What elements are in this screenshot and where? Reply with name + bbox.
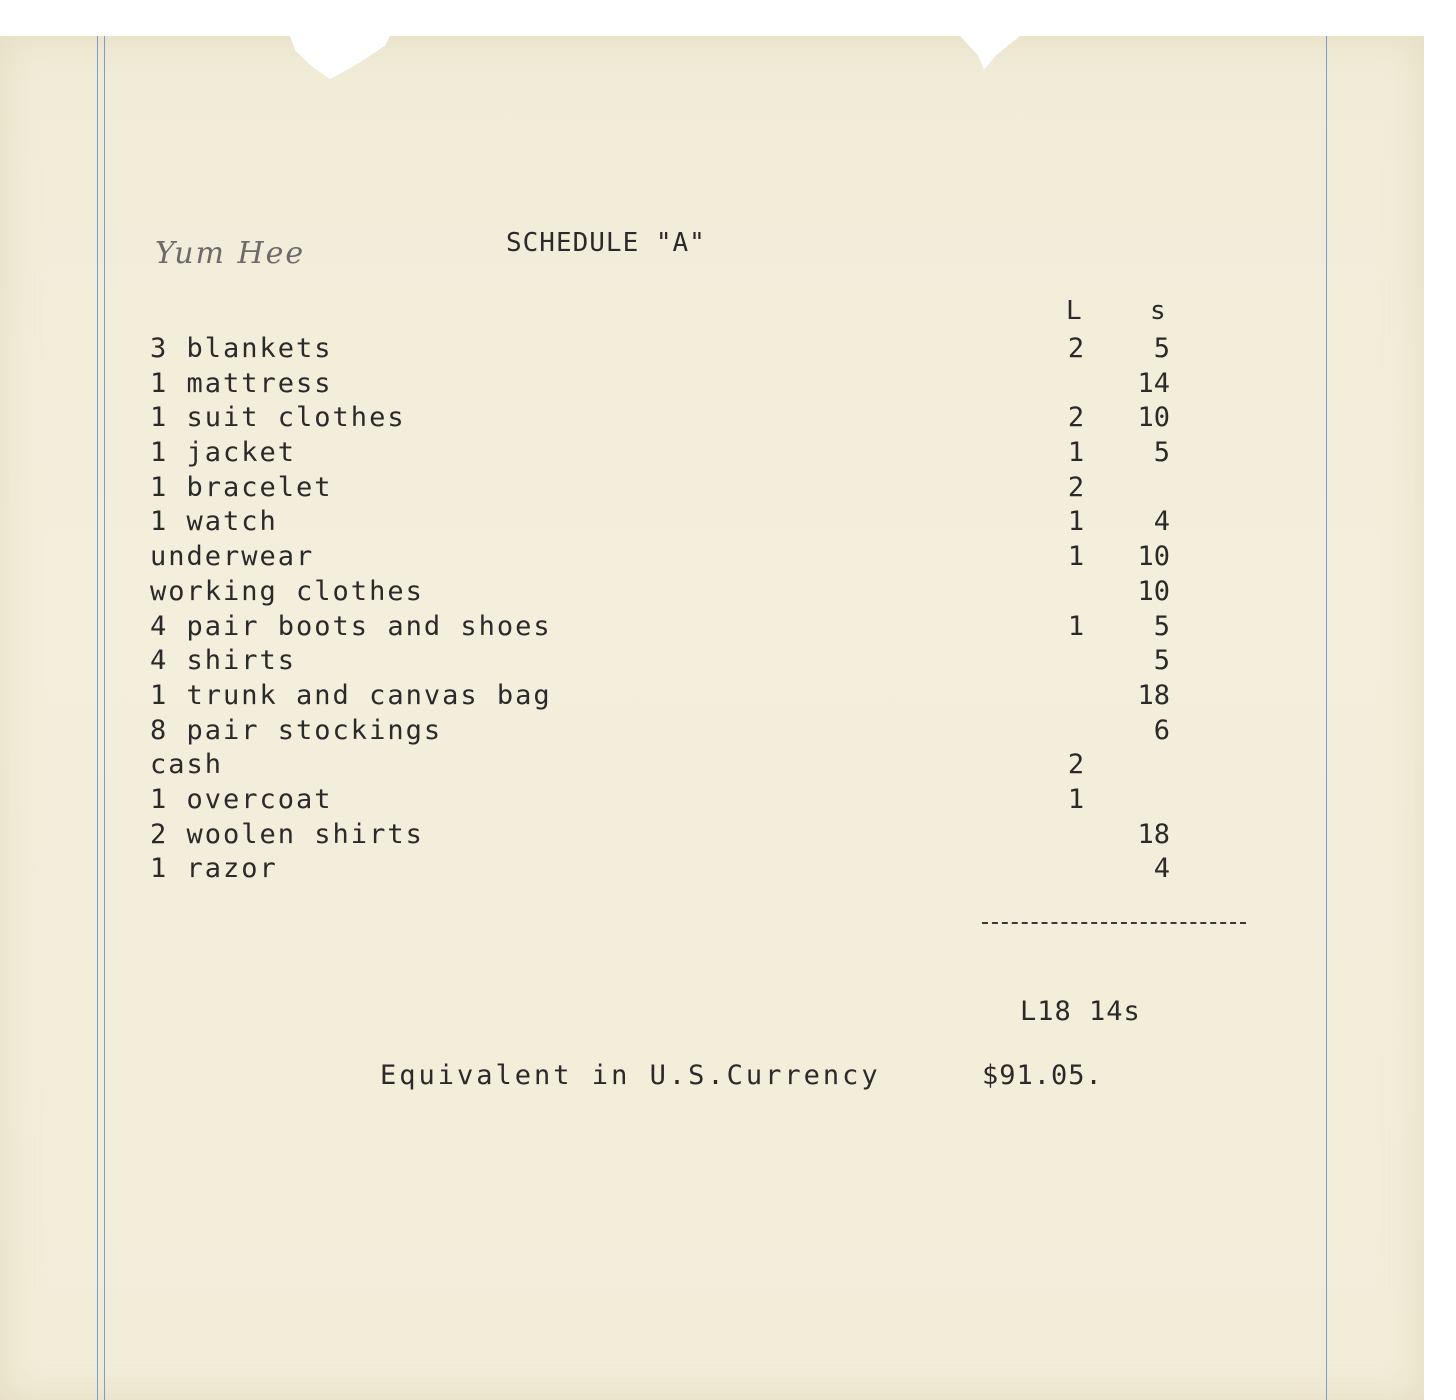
item-shillings: 6 (1153, 714, 1170, 746)
margin-rule (1326, 36, 1327, 1400)
item-shillings: 5 (1153, 645, 1170, 677)
item-pounds: 1 (1067, 506, 1085, 538)
item-description: 2 woolen shirts (150, 818, 424, 850)
total-amount: L18 14s (1020, 996, 1141, 1027)
item-pounds: 1 (1067, 783, 1085, 815)
margin-rule (97, 36, 98, 1400)
item-shillings: 5 (1153, 437, 1170, 469)
item-pounds: 2 (1067, 749, 1085, 781)
item-description: underwear (150, 541, 315, 573)
item-description: 1 bracelet (150, 471, 333, 503)
item-shillings: 18 (1137, 818, 1170, 850)
list-item (150, 644, 1230, 679)
item-description: 1 suit clothes (150, 402, 406, 434)
item-description: 1 razor (150, 853, 278, 885)
item-description: 4 shirts (150, 645, 297, 677)
item-pounds: 2 (1067, 402, 1085, 434)
item-shillings: 10 (1137, 575, 1170, 607)
shillings-column-header: s (1150, 296, 1166, 326)
item-description: 1 jacket (150, 437, 297, 469)
pounds-column-header: L (1066, 296, 1082, 326)
item-shillings: 4 (1153, 506, 1170, 538)
item-description: 1 mattress (150, 367, 333, 399)
list-item (150, 540, 1230, 575)
list-item (150, 714, 1230, 749)
list-item (150, 367, 1230, 402)
item-pounds: 2 (1067, 471, 1085, 503)
list-item (150, 783, 1230, 818)
margin-rule (104, 36, 105, 1400)
item-pounds: 2 (1067, 333, 1085, 364)
schedule-title: SCHEDULE "A" (506, 228, 706, 258)
item-description: 1 watch (150, 506, 278, 538)
item-pounds: 1 (1067, 437, 1085, 469)
item-list (150, 332, 1230, 887)
item-description: 1 overcoat (150, 783, 333, 815)
list-item (150, 610, 1230, 645)
item-shillings: 10 (1137, 402, 1170, 434)
list-item (150, 818, 1230, 853)
item-pounds: 1 (1067, 541, 1085, 573)
item-shillings: 4 (1153, 853, 1170, 885)
equivalent-value: $91.05. (982, 1060, 1103, 1091)
list-item (150, 852, 1230, 887)
list-item (150, 575, 1230, 610)
item-description: 3 blankets (150, 333, 333, 364)
list-item (150, 679, 1230, 714)
item-shillings: 5 (1153, 610, 1170, 642)
item-pounds: 1 (1067, 610, 1085, 642)
list-item (150, 748, 1230, 783)
list-item (150, 471, 1230, 506)
list-item (150, 436, 1230, 471)
item-description: cash (150, 749, 224, 781)
item-shillings: 5 (1153, 333, 1170, 364)
item-description: 1 trunk and canvas bag (150, 679, 552, 711)
item-description: 4 pair boots and shoes (150, 610, 552, 642)
item-shillings: 10 (1137, 541, 1170, 573)
item-description: working clothes (150, 575, 424, 607)
handwritten-name: Yum Hee (155, 236, 306, 271)
item-shillings: 18 (1137, 679, 1170, 711)
list-item (150, 332, 1230, 367)
item-description: 8 pair stockings (150, 714, 443, 746)
list-item (150, 505, 1230, 540)
total-rule (982, 922, 1246, 924)
equivalent-label: Equivalent in U.S.Currency (380, 1060, 881, 1091)
item-shillings: 14 (1137, 367, 1170, 399)
list-item (150, 401, 1230, 436)
